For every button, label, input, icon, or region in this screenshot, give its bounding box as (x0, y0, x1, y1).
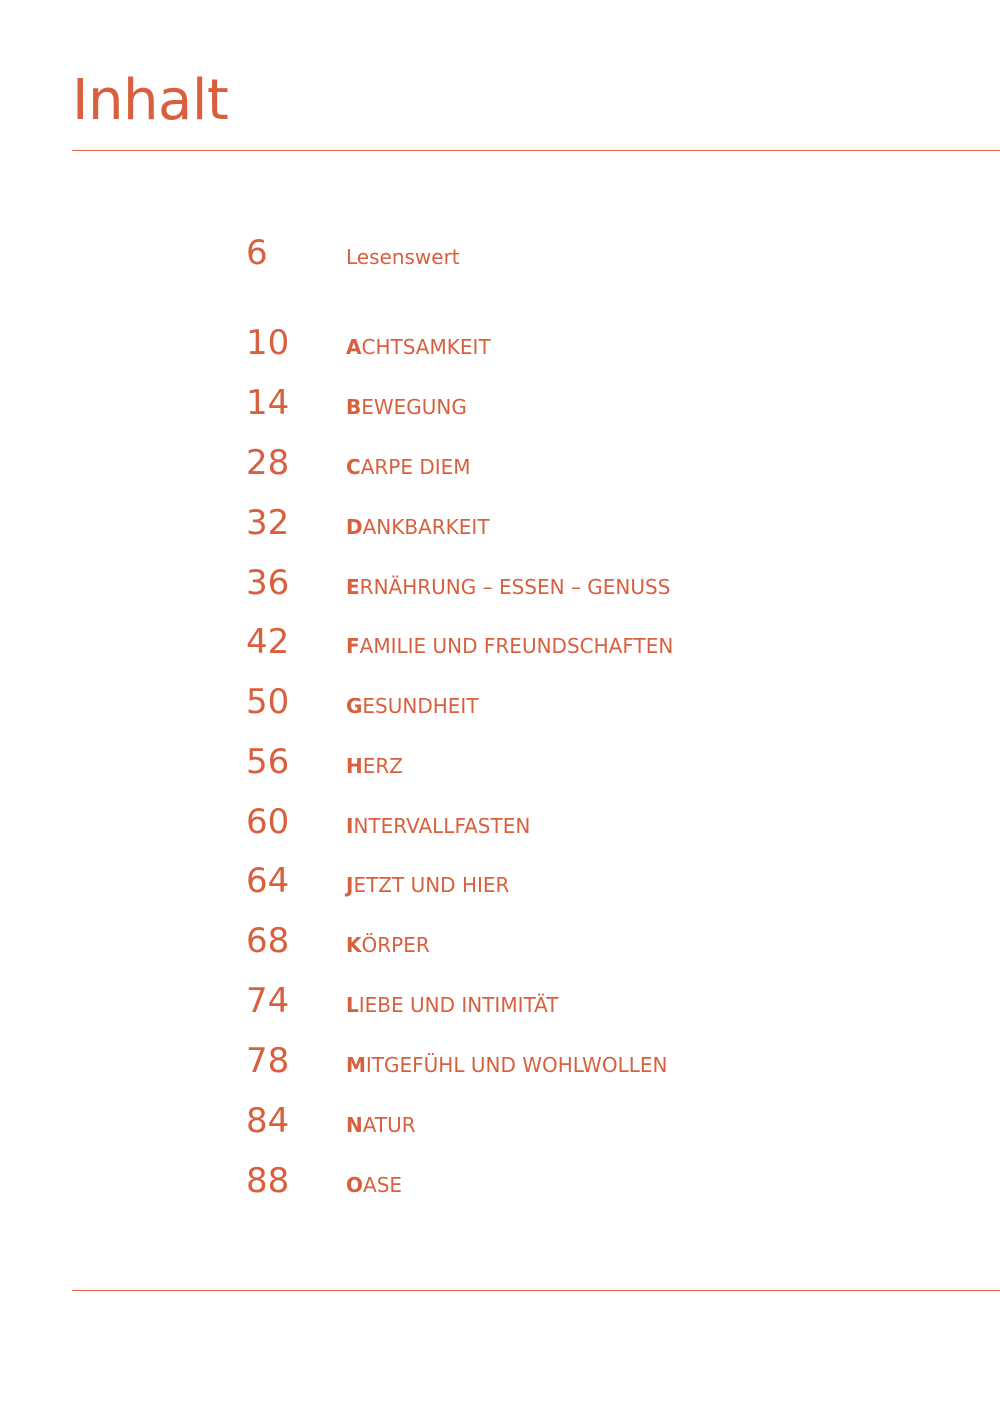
toc-page-number: 14 (246, 383, 290, 423)
toc-entry-text: EWEGUNG (361, 395, 467, 419)
toc-entry-initial: N (346, 1113, 363, 1137)
toc-entry-initial: K (346, 933, 362, 957)
toc-entry[interactable] (246, 980, 846, 1030)
toc-entry-label (346, 872, 509, 898)
toc-entry-text: ATUR (362, 1113, 416, 1137)
toc-entry-initial: B (346, 395, 362, 419)
toc-entry-text: ASE (363, 1173, 403, 1197)
toc-intro-entry[interactable] (246, 232, 846, 282)
toc-entry-text: AMILIE UND FREUNDSCHAFTEN (359, 634, 674, 658)
toc-entry-text: CHTSAMKEIT (361, 335, 491, 359)
toc-entry-label (346, 1052, 667, 1078)
toc-entry-initial: C (346, 455, 361, 479)
toc-entry-label (346, 633, 673, 659)
toc-entry-text: ANKBARKEIT (362, 515, 490, 539)
toc-page-number: 84 (246, 1101, 290, 1141)
toc-entry-label (346, 394, 467, 420)
toc-entry-text: RNÄHRUNG – ESSEN – GENUSS (359, 575, 671, 599)
toc-entry-initial: D (346, 515, 363, 539)
toc-entry-initial: J (346, 873, 354, 897)
toc-entry-initial: G (346, 694, 363, 718)
toc-entry-initial: L (346, 993, 359, 1017)
toc-entry-text: ÖRPER (361, 933, 430, 957)
toc-entry[interactable] (246, 681, 846, 731)
toc-page-number: 10 (246, 323, 290, 363)
toc-entry-label (346, 753, 403, 779)
toc-page-number: 74 (246, 981, 290, 1021)
top-divider (72, 150, 1000, 151)
toc-entry-text: ERZ (362, 754, 403, 778)
toc-page-number: 42 (246, 622, 290, 662)
toc-entry-label (346, 1172, 402, 1198)
toc-entry[interactable] (246, 860, 846, 910)
toc-entry[interactable] (246, 502, 846, 552)
toc-entry[interactable] (246, 621, 846, 671)
toc-entry-label (346, 693, 479, 719)
toc-entry[interactable] (246, 562, 846, 612)
toc-entry[interactable] (246, 741, 846, 791)
toc-entry-label (346, 454, 471, 480)
toc-entry[interactable] (246, 801, 846, 851)
bottom-divider (72, 1290, 1000, 1291)
toc-page-number: 88 (246, 1161, 290, 1201)
toc-entry-initial: O (346, 1173, 364, 1197)
toc-entry-initial: E (346, 575, 360, 599)
toc-entry-label (346, 992, 559, 1018)
toc-entry[interactable] (246, 442, 846, 492)
toc-entry-text: ETZT UND HIER (353, 873, 510, 897)
toc-page-number: 6 (246, 233, 268, 273)
toc-page-number: 32 (246, 503, 290, 543)
toc-entry[interactable] (246, 1100, 846, 1150)
toc-entry-label (346, 574, 670, 600)
toc-entry-initial: H (346, 754, 363, 778)
toc-entry[interactable] (246, 920, 846, 970)
toc-page-number: 64 (246, 861, 290, 901)
toc-entry-initial: I (346, 814, 354, 838)
toc-entry-text: ESUNDHEIT (362, 694, 479, 718)
toc-entry-label (346, 932, 430, 958)
toc-entry-label (346, 1112, 416, 1138)
toc-page-number: 60 (246, 802, 290, 842)
toc-entry[interactable] (246, 1160, 846, 1210)
toc-entry-label (346, 514, 490, 540)
toc-page-number: 78 (246, 1041, 290, 1081)
toc-entry[interactable] (246, 322, 846, 372)
toc-entry-initial: A (346, 335, 362, 359)
toc-entry-label (346, 813, 530, 839)
toc-page-number: 68 (246, 921, 290, 961)
toc-page-number: 28 (246, 443, 290, 483)
toc-entry-label (346, 244, 460, 270)
toc-entry[interactable] (246, 382, 846, 432)
page-title: Inhalt (72, 68, 229, 133)
toc-entry-text: NTERVALLFASTEN (353, 814, 531, 838)
toc-entry-text: Lesenswert (346, 245, 460, 269)
toc-entry-text: ARPE DIEM (360, 455, 471, 479)
toc-page-number: 50 (246, 682, 290, 722)
toc-page-number: 36 (246, 563, 290, 603)
toc-entry-text: IEBE UND INTIMITÄT (358, 993, 559, 1017)
toc-page-number: 56 (246, 742, 290, 782)
toc-entry-label (346, 334, 491, 360)
toc-entry[interactable] (246, 1040, 846, 1090)
toc-entry-initial: M (346, 1053, 366, 1077)
toc-entry-text: ITGEFÜHL UND WOHLWOLLEN (365, 1053, 668, 1077)
toc-entry-initial: F (346, 634, 360, 658)
